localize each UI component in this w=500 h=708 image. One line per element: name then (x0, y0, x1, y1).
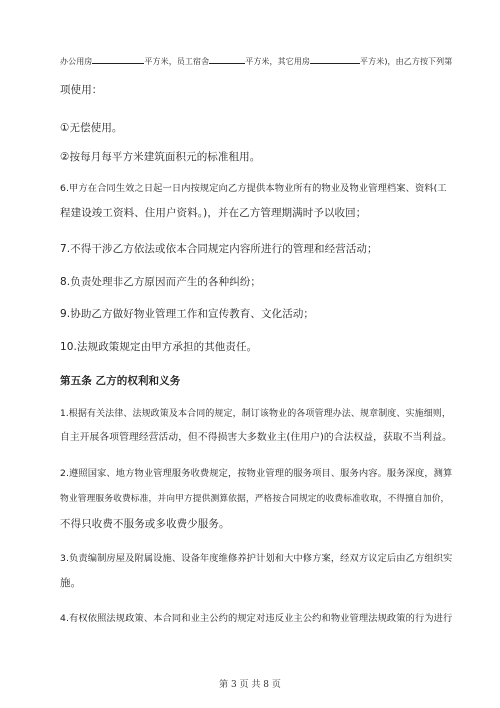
paragraph-line: 自主开展各项管理经营活动，但不得损害大多数业主(住用户)的合法权益，获取不当利益。 (60, 432, 452, 443)
paragraph-line: 物业管理服务收费标准，并向甲方提供测算依据，严格按合同规定的收费标准收取，不得擅自加价， (60, 494, 450, 504)
section-heading: 第五条 乙方的权利和义务 (60, 375, 181, 387)
fill-in-blank (310, 53, 360, 64)
page-number-footer: 第 3 页 共 8 页 (219, 680, 281, 690)
paragraph-line: 3.负责编制房屋及附属设施、设备年度维修养护计划和大中修方案，经双方议定后由乙方组织实 (60, 553, 453, 564)
paragraph-line: 2.遵照国家、地方物业管理服务收费规定，按物业管理的服务项目、服务内容。服务深度，测算 (60, 468, 453, 479)
paragraph-line: 8.负责处理非乙方原因而产生的各种纠纷； (60, 276, 262, 288)
paragraph-line: 不得只收费不服务或多收费少服务。 (60, 518, 230, 530)
paragraph-line: 9.协助乙方做好物业管理工作和宣传教育、文化活动； (60, 308, 315, 320)
paragraph-line: 7.不得干涉乙方依法或依本合同规定内容所进行的管理和经营活动； (60, 243, 378, 255)
paragraph-line: 1.根据有关法律、法规政策及本合同的规定，制订该物业的各项管理办法、规章制度、实施细则， (60, 409, 451, 419)
paragraph-line (60, 53, 452, 69)
paragraph-line: 10.法规政策规定由甲方承担的其他责任。 (60, 341, 258, 353)
paragraph-line: 程建设竣工资料、住用户资料。)，并在乙方管理期满时予以收回； (60, 207, 367, 219)
paragraph-line: 6.甲方在合同生效之日起一日内按规定向乙方提供本物业所有的物业及物业管理档案、资料(工 (60, 183, 447, 194)
paragraph-line: 施。 (60, 577, 82, 589)
paragraph-line: 项使用： (60, 84, 103, 96)
fill-in-blank (209, 53, 245, 64)
fill-in-blank (92, 53, 144, 64)
text-segment: 平方米)，由乙方按下列第 (360, 57, 453, 66)
text-segment: 办公用房 (60, 57, 93, 66)
text-segment: 平方米，其它用房 (245, 57, 311, 66)
list-item: ①无偿使用。 (60, 122, 123, 134)
paragraph-line: 4.有权依照法规政策、本合同和业主公约的规定对违反业主公约和物业管理法规政策的行为进行 (60, 613, 453, 624)
text-segment: 平方米，员工宿舍 (144, 57, 210, 66)
list-item: ②按每月每平方米建筑面积元的标准租用。 (60, 151, 261, 163)
